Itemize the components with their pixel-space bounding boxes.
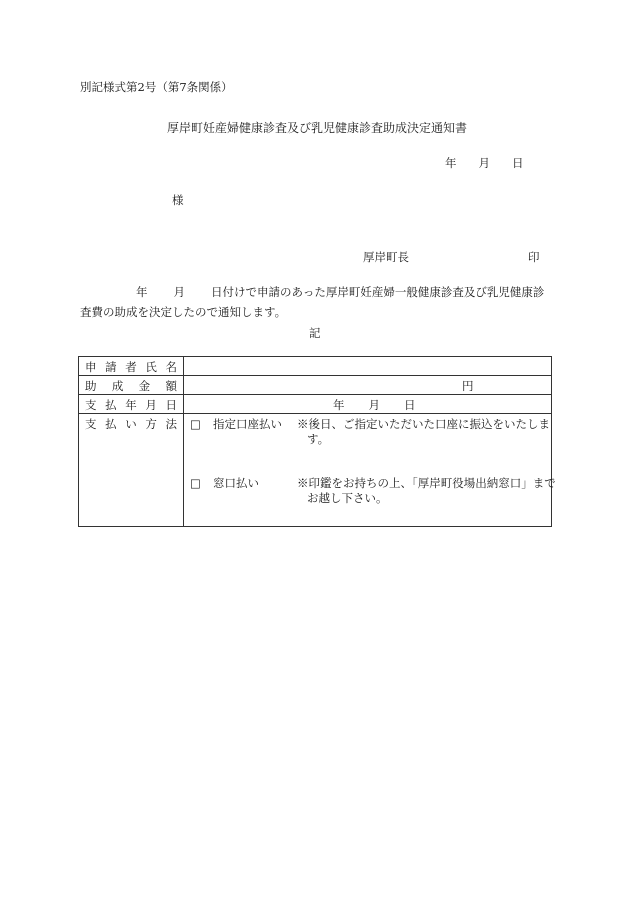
payment-method-value	[184, 414, 556, 527]
payment-date-row	[79, 395, 552, 414]
amount-unit: 円	[462, 379, 474, 393]
amount-value	[184, 376, 552, 395]
issuer-title: 厚岸町長	[363, 250, 409, 264]
form-number: 別記様式第2号（第7条関係）	[80, 80, 233, 94]
payment-day: 日	[404, 398, 416, 412]
body-year: 年	[136, 285, 148, 299]
applicant-row	[79, 357, 552, 376]
date-month: 月	[478, 156, 490, 170]
option2-note-2: お越し下さい。	[307, 491, 388, 505]
option2-checkbox[interactable]: □	[190, 476, 201, 490]
payment-method-label: 支払い方法	[79, 414, 184, 527]
amount-label: 助成金額	[79, 376, 184, 395]
option2-note-1: ※印鑑をお持ちの上、「厚岸町役場出納窓口」まで	[297, 476, 556, 490]
notice-date	[445, 156, 524, 170]
body-line-2: 査費の助成を決定したので通知します。	[80, 305, 287, 319]
body-month: 月	[173, 285, 185, 299]
option1-label: 指定口座払い	[213, 417, 282, 431]
option2-label: 窓口払い	[213, 476, 259, 490]
notice-table	[78, 356, 556, 527]
applicant-value	[184, 357, 552, 376]
date-day: 日	[512, 156, 524, 170]
body-text-1: 日付けで申請のあった厚岸町妊産婦一般健康診査及び乳児健康診	[211, 285, 545, 299]
seal-mark: 印	[528, 250, 540, 264]
payment-method-row	[79, 414, 552, 527]
option1-note-1: ※後日、ご指定いただいた口座に振込をいたしま	[297, 417, 550, 431]
date-year: 年	[445, 156, 457, 170]
option1-note-2: す。	[307, 432, 330, 446]
payment-month: 月	[368, 398, 380, 412]
payment-date-value	[184, 395, 552, 414]
ki-label: 記	[309, 326, 321, 340]
payment-date-label: 支払年月日	[79, 395, 184, 414]
option1-checkbox[interactable]: □	[190, 417, 201, 431]
applicant-label: 申請者氏名	[79, 357, 184, 376]
body-line-1	[80, 285, 544, 299]
payment-year: 年	[333, 398, 345, 412]
addressee-suffix: 様	[172, 193, 184, 207]
amount-row	[79, 376, 552, 395]
document-title: 厚岸町妊産婦健康診査及び乳児健康診査助成決定通知書	[167, 121, 468, 135]
